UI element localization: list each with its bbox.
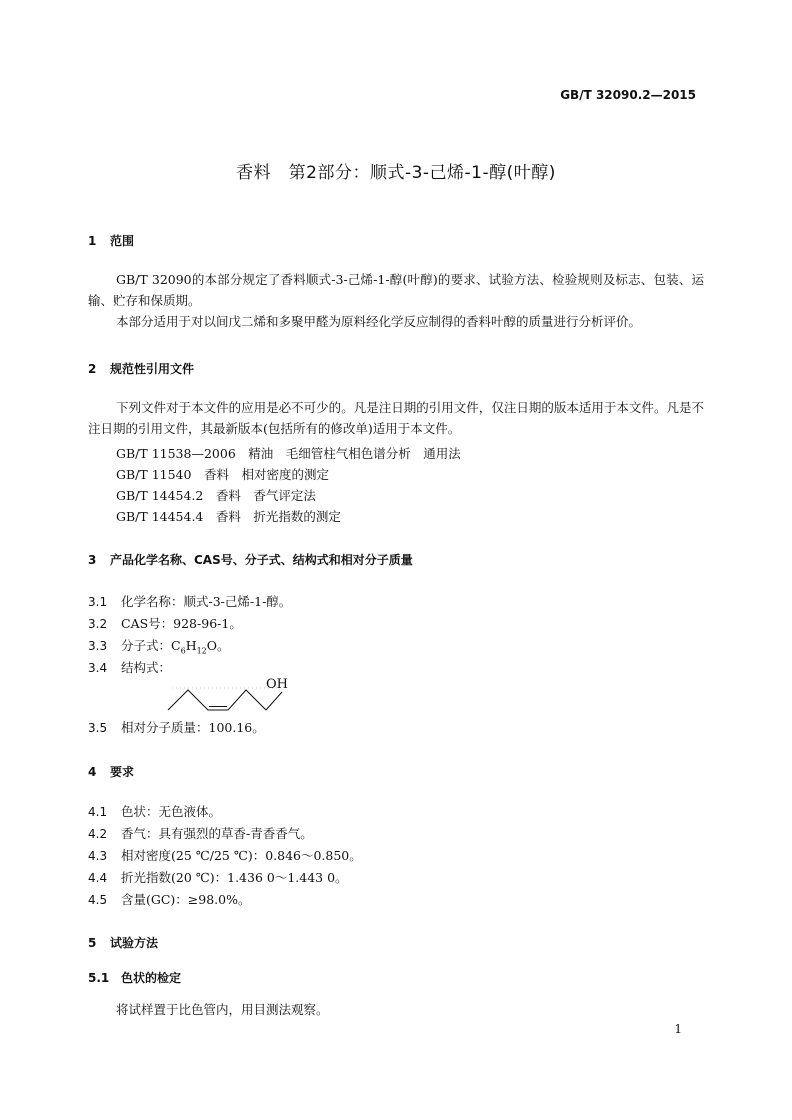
formula-end: 。 bbox=[217, 638, 230, 653]
item-number: 4.4 bbox=[88, 871, 108, 885]
section-number: 5 bbox=[88, 936, 97, 950]
item-number: 4.2 bbox=[88, 827, 108, 841]
section-heading-requirements bbox=[88, 763, 134, 780]
item-text: 含量(GC)：≥98.0%。 bbox=[121, 892, 251, 907]
section-title: 试验方法 bbox=[110, 936, 159, 950]
item-number: 4.1 bbox=[88, 805, 108, 819]
formula-h-subscript: 12 bbox=[196, 646, 207, 656]
section-title: 产品化学名称、CAS号、分子式、结构式和相对分子质量 bbox=[110, 553, 413, 567]
section-heading-scope bbox=[88, 232, 134, 249]
color-method-paragraph: 将试样置于比色管内，用目测法观察。 bbox=[116, 1002, 329, 1017]
hydroxyl-label: OH bbox=[266, 677, 288, 692]
item-number: 3.5 bbox=[88, 721, 108, 735]
scope-paragraph-2: 本部分适用于对以间戊二烯和多聚甲醛为原料经化学反应制得的香料叶醇的质量进行分析评价。 bbox=[116, 314, 642, 329]
chem-item-structure bbox=[88, 658, 171, 676]
references-intro bbox=[88, 397, 704, 439]
reference-item: GB/T 14454.2 香料 香气评定法 bbox=[116, 488, 316, 503]
subsection-heading-color bbox=[88, 969, 181, 986]
section-heading-test-methods bbox=[88, 934, 158, 951]
item-text: 结构式： bbox=[121, 660, 172, 675]
item-number: 3.4 bbox=[88, 661, 108, 675]
reference-item: GB/T 11538—2006 精油 毛细管柱气相色谱分析 通用法 bbox=[116, 446, 461, 461]
hydroxyl-bond bbox=[266, 692, 282, 710]
item-number: 4.3 bbox=[88, 849, 108, 863]
section-title: 色状的检定 bbox=[121, 971, 182, 985]
section-title: 规范性引用文件 bbox=[110, 362, 195, 376]
section-heading-chemical-info bbox=[88, 551, 413, 568]
section-number: 1 bbox=[88, 234, 97, 248]
page-number: 1 bbox=[674, 1022, 682, 1036]
requirement-item bbox=[88, 890, 251, 908]
requirement-item bbox=[88, 868, 348, 886]
item-number: 3.3 bbox=[88, 639, 108, 653]
item-text: 相对分子质量：100.16。 bbox=[121, 720, 265, 735]
section-title: 范围 bbox=[110, 234, 135, 248]
requirement-item bbox=[88, 802, 221, 820]
item-text: 化学名称：顺式-3-己烯-1-醇。 bbox=[121, 594, 292, 609]
chem-item-formula bbox=[88, 636, 230, 656]
section-title: 要求 bbox=[110, 765, 135, 779]
formula-c-subscript: 6 bbox=[180, 646, 186, 656]
formula-o: O bbox=[206, 638, 218, 653]
reference-item: GB/T 14454.4 香料 折光指数的测定 bbox=[116, 509, 341, 524]
requirement-item bbox=[88, 824, 313, 842]
references-intro-paragraph: 下列文件对于本文件的应用是必不可少的。凡是注日期的引用文件，仅注日期的版本适用于本文件。凡是不注日期的引用文件，其最新版本(包括所有的修改单)适用于本文件。 bbox=[88, 400, 704, 436]
item-number: 3.2 bbox=[88, 617, 108, 631]
chem-item-molecular-mass bbox=[88, 718, 265, 736]
section-number: 5.1 bbox=[88, 971, 110, 985]
formula-h: H bbox=[185, 638, 197, 653]
document-title: 香料 第2部分：顺式-3-己烯-1-醇(叶醇) bbox=[236, 163, 556, 183]
chem-item-name bbox=[88, 592, 291, 610]
section-number: 3 bbox=[88, 553, 97, 567]
item-text: 色状：无色液体。 bbox=[121, 804, 222, 819]
item-number: 3.1 bbox=[88, 595, 108, 609]
item-text: CAS号：928-96-1。 bbox=[121, 616, 242, 631]
color-method-text bbox=[88, 999, 704, 1020]
item-number: 4.5 bbox=[88, 893, 108, 907]
formula-c: C bbox=[171, 638, 181, 653]
reference-item: GB/T 11540 香料 相对密度的测定 bbox=[116, 467, 329, 482]
standard-code: GB/T 32090.2—2015 bbox=[560, 88, 696, 102]
requirement-item bbox=[88, 846, 362, 864]
section-heading-references bbox=[88, 360, 194, 377]
section-number: 4 bbox=[88, 765, 97, 779]
chem-item-cas bbox=[88, 614, 242, 632]
scope-text bbox=[88, 269, 704, 332]
formula-prefix: 分子式： bbox=[121, 638, 172, 653]
item-text: 香气：具有强烈的草香-青香香气。 bbox=[121, 826, 313, 841]
item-text: 相对密度(25 ℃/25 ℃)：0.846～0.850。 bbox=[121, 848, 362, 863]
item-text: 折光指数(20 ℃)：1.436 0～1.443 0。 bbox=[121, 870, 348, 885]
scope-paragraph-1: GB/T 32090的本部分规定了香料顺式-3-己烯-1-醇(叶醇)的要求、试验方法、检验规则及标志、包装、运输、贮存和保质期。 bbox=[88, 272, 704, 308]
section-number: 2 bbox=[88, 362, 97, 376]
